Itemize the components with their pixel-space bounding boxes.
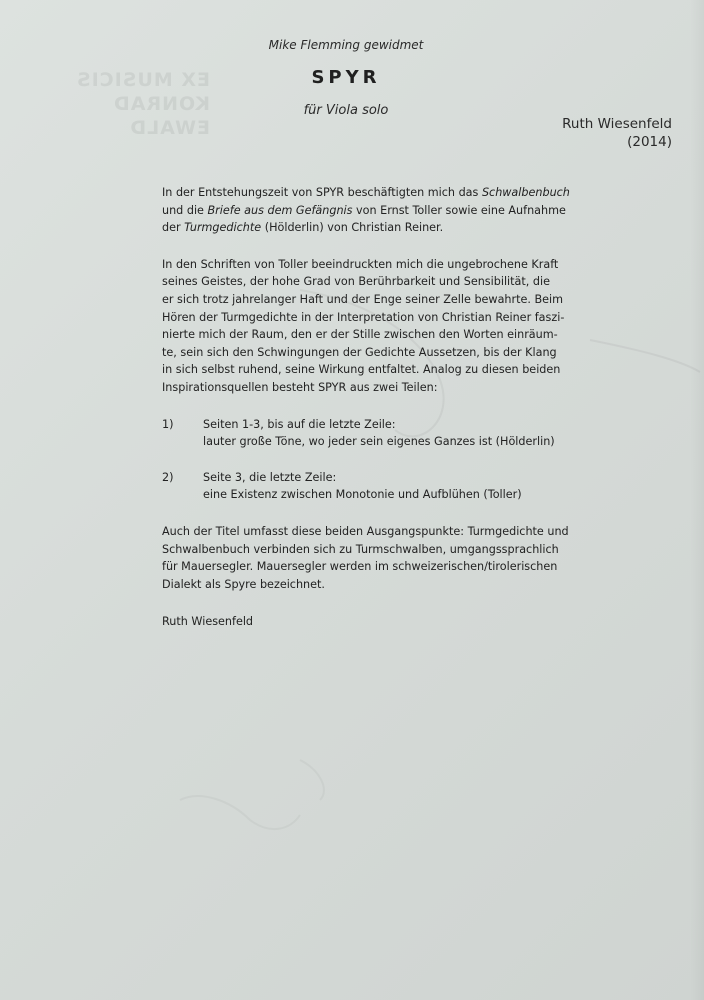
paragraph-1-line-3: [162, 219, 540, 237]
program-note: [162, 184, 570, 631]
stamp-line-1: EX MUSICIS: [75, 69, 210, 91]
list-body: [203, 416, 555, 451]
text-run: (Hölderlin) von Christian Reiner.: [261, 221, 444, 235]
composer-block: [562, 115, 672, 151]
list-item: [162, 469, 540, 504]
paragraph-line: Inspirationsquellen besteht SPYR aus zwei Teilen:: [162, 380, 438, 394]
book-title-turmgedichte: Turmgedichte: [184, 221, 262, 235]
paragraph-line: für Mauersegler. Mauersegler werden im schweizerischen/tirolerischen: [162, 560, 558, 574]
dedication: Mike Flemming gewidmet: [268, 38, 424, 52]
list-line: Seiten 1-3, bis auf die letzte Zeile:: [203, 417, 396, 431]
list-line: eine Existenz zwischen Monotonie und Aufblühen (Toller): [203, 488, 522, 502]
composer-name: Ruth Wiesenfeld: [562, 116, 672, 132]
page-title: SPYR: [311, 67, 381, 88]
paragraph-1-line-2: [162, 202, 566, 220]
paragraph-line: Hören der Turmgedichte in der Interpretation von Christian Reiner faszi-: [162, 310, 565, 324]
paragraph-2: [162, 256, 565, 397]
list-number: 2): [162, 470, 174, 484]
book-title-briefe: Briefe aus dem Gefängnis: [207, 203, 353, 217]
paragraph-line: er sich trotz jahrelanger Haft und der Enge seiner Zelle bewahrte. Beim: [162, 292, 564, 306]
paragraph-line: Dialekt als Spyre bezeichnet.: [162, 577, 325, 591]
composition-year: (2014): [627, 134, 672, 150]
paragraph-1-line-1: [162, 184, 570, 202]
text-run: der: [162, 221, 185, 235]
paragraph-line: nierte mich der Raum, den er der Stille zwischen den Worten einräum-: [162, 328, 558, 342]
text-run: In der Entstehungszeit von SPYR beschäftigten mich das: [162, 186, 482, 199]
list-line: Seite 3, die letzte Zeile:: [203, 470, 337, 484]
paragraph-line: Auch der Titel umfasst diese beiden Ausgangspunkte: Turmgedichte und: [162, 524, 569, 538]
paragraph-3: [162, 523, 569, 593]
text-run: von Ernst Toller sowie eine Aufnahme: [352, 203, 566, 217]
list-body: [203, 469, 540, 504]
text-run: und die: [162, 203, 208, 217]
paragraph-line: In den Schriften von Toller beeindruckten mich die ungebrochene Kraft: [162, 257, 559, 271]
paragraph-line: seines Geistes, der hohe Grad von Berührbarkeit und Sensibilität, die: [162, 275, 550, 289]
book-title-schwalbenbuch: Schwalbenbuch: [481, 186, 570, 199]
paragraph-1: [162, 184, 570, 237]
stamp-line-2: KONRAD EWALD: [112, 93, 210, 139]
list-item: [162, 416, 555, 451]
paragraph-line: te, sein sich den Schwingungen der Gedichte Aussetzen, bis der Klang: [162, 345, 557, 359]
list-line: lauter große Töne, wo jeder sein eigenes Ganzes ist (Hölderlin): [203, 435, 555, 449]
subtitle: für Viola solo: [303, 103, 389, 118]
paragraph-line: in sich selbst ruhend, seine Wirkung entfaltet. Analog zu diesen beiden: [162, 363, 561, 377]
signature: Ruth Wiesenfeld: [162, 615, 254, 629]
paragraph-line: Schwalbenbuch verbinden sich zu Turmschwalben, umgangssprachlich: [162, 542, 559, 556]
list-number: 1): [162, 417, 174, 431]
section-list: [162, 416, 555, 504]
